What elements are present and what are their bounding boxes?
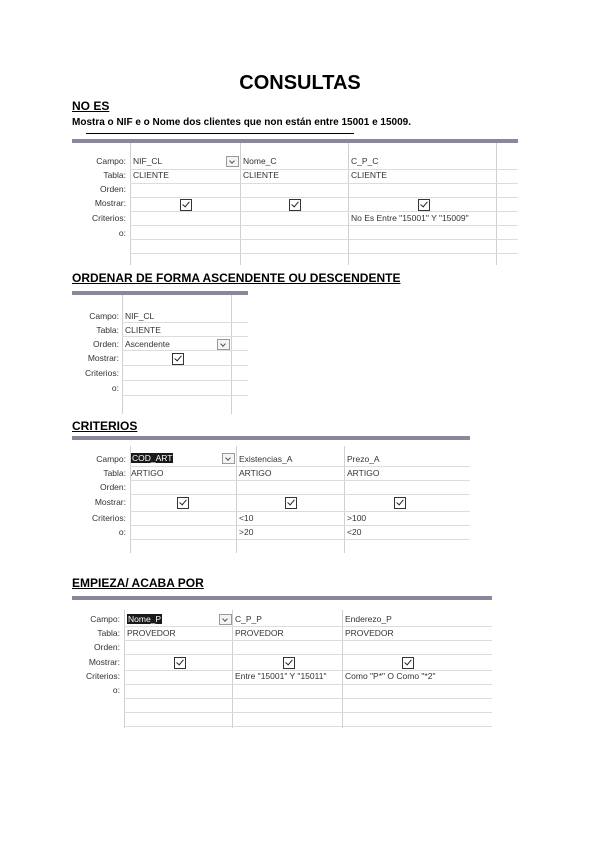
row-label-mostrar: Mostrar:: [94, 497, 126, 507]
dropdown-arrow-icon[interactable]: [217, 339, 230, 350]
query-grid-empieza: [72, 596, 492, 728]
row-label-orden: Orden:: [94, 642, 120, 652]
dropdown-arrow-icon[interactable]: [226, 156, 239, 167]
grid-header-bar: [72, 436, 470, 440]
show-checkbox[interactable]: [177, 497, 189, 509]
field-cell[interactable]: NIF_CL: [133, 156, 163, 166]
show-checkbox[interactable]: [180, 199, 192, 211]
row-label-orden: Orden:: [100, 482, 126, 492]
grid-header-bar: [72, 596, 492, 600]
show-checkbox[interactable]: [285, 497, 297, 509]
or-cell[interactable]: <20: [347, 527, 362, 537]
row-label-o: o:: [112, 685, 120, 695]
or-cell[interactable]: >20: [239, 527, 254, 537]
criteria-cell[interactable]: <10: [239, 513, 254, 523]
row-label-tabla: Tabla:: [96, 325, 119, 335]
field-cell[interactable]: C_P_P: [235, 614, 262, 624]
row-label-tabla: Tabla:: [103, 468, 126, 478]
criteria-cell[interactable]: >100: [347, 513, 367, 523]
row-label-o: o:: [118, 228, 126, 238]
row-label-tabla: Tabla:: [97, 628, 120, 638]
row-label-o: o:: [118, 527, 126, 537]
row-label-o: o:: [111, 383, 119, 393]
dropdown-arrow-icon[interactable]: [222, 453, 235, 464]
table-cell[interactable]: PROVEDOR: [127, 628, 176, 638]
show-checkbox[interactable]: [289, 199, 301, 211]
row-label-orden: Orden:: [100, 184, 126, 194]
show-checkbox[interactable]: [418, 199, 430, 211]
table-cell[interactable]: CLIENTE: [125, 325, 161, 335]
query-grid-ordenar: [72, 291, 248, 414]
show-checkbox[interactable]: [174, 657, 186, 669]
row-label-criterios: Criterios:: [85, 671, 120, 681]
row-label-tabla: Tabla:: [103, 170, 126, 180]
row-label-criterios: Criterios:: [91, 213, 126, 223]
table-cell[interactable]: ARTIGO: [347, 468, 380, 478]
query-grid-criterios: [72, 436, 470, 553]
table-cell[interactable]: ARTIGO: [131, 468, 164, 478]
row-label-campo: Campo:: [96, 454, 126, 464]
field-cell[interactable]: Enderezo_P: [345, 614, 392, 624]
field-cell[interactable]: Prezo_A: [347, 454, 380, 464]
dropdown-arrow-icon[interactable]: [219, 614, 232, 625]
section-heading-empieza: EMPIEZA/ ACABA POR: [72, 576, 204, 590]
table-cell[interactable]: PROVEDOR: [235, 628, 284, 638]
section-heading-criterios: CRITERIOS: [72, 419, 138, 433]
show-checkbox[interactable]: [283, 657, 295, 669]
row-label-mostrar: Mostrar:: [88, 657, 120, 667]
table-cell[interactable]: CLIENTE: [351, 170, 387, 180]
row-label-criterios: Criterios:: [91, 513, 126, 523]
section-heading-no-es: NO ES: [72, 99, 110, 113]
criteria-cell[interactable]: Como "P*" O Como "*2": [345, 671, 436, 681]
row-label-campo: Campo:: [90, 614, 120, 624]
field-cell[interactable]: NIF_CL: [125, 311, 155, 321]
grid-header-bar: [72, 291, 248, 295]
section-description: Mostra o NIF e o Nome dos clientes que non están entre 15001 e 15009.: [72, 117, 412, 128]
row-label-mostrar: Mostrar:: [87, 353, 119, 363]
field-cell[interactable]: C_P_C: [351, 156, 379, 166]
row-label-criterios: Criterios:: [84, 368, 119, 378]
table-cell[interactable]: PROVEDOR: [345, 628, 394, 638]
divider: [86, 133, 354, 134]
row-label-campo: Campo:: [89, 311, 119, 321]
table-cell[interactable]: ARTIGO: [239, 468, 272, 478]
row-label-mostrar: Mostrar:: [94, 198, 126, 208]
show-checkbox[interactable]: [394, 497, 406, 509]
field-cell[interactable]: Nome_C: [243, 156, 277, 166]
field-cell-selected[interactable]: COD_ART: [132, 453, 173, 463]
show-checkbox[interactable]: [402, 657, 414, 669]
table-cell[interactable]: CLIENTE: [243, 170, 279, 180]
sort-select[interactable]: Ascendente: [125, 339, 170, 349]
grid-header-bar: [72, 139, 518, 143]
row-label-campo: Campo:: [96, 156, 126, 166]
query-grid-no-es: [72, 139, 518, 265]
show-checkbox[interactable]: [172, 353, 184, 365]
field-cell[interactable]: Existencias_A: [239, 454, 293, 464]
section-heading-ordenar: ORDENAR DE FORMA ASCENDENTE OU DESCENDENTE: [72, 271, 401, 285]
row-label-orden: Orden:: [93, 339, 119, 349]
criteria-cell[interactable]: Entre "15001" Y "15011": [235, 671, 327, 681]
field-cell-selected[interactable]: Nome_P: [128, 614, 162, 624]
page-title: CONSULTAS: [239, 72, 361, 94]
table-cell[interactable]: CLIENTE: [133, 170, 169, 180]
criteria-cell[interactable]: No Es Entre "15001" Y "15009": [351, 213, 469, 223]
